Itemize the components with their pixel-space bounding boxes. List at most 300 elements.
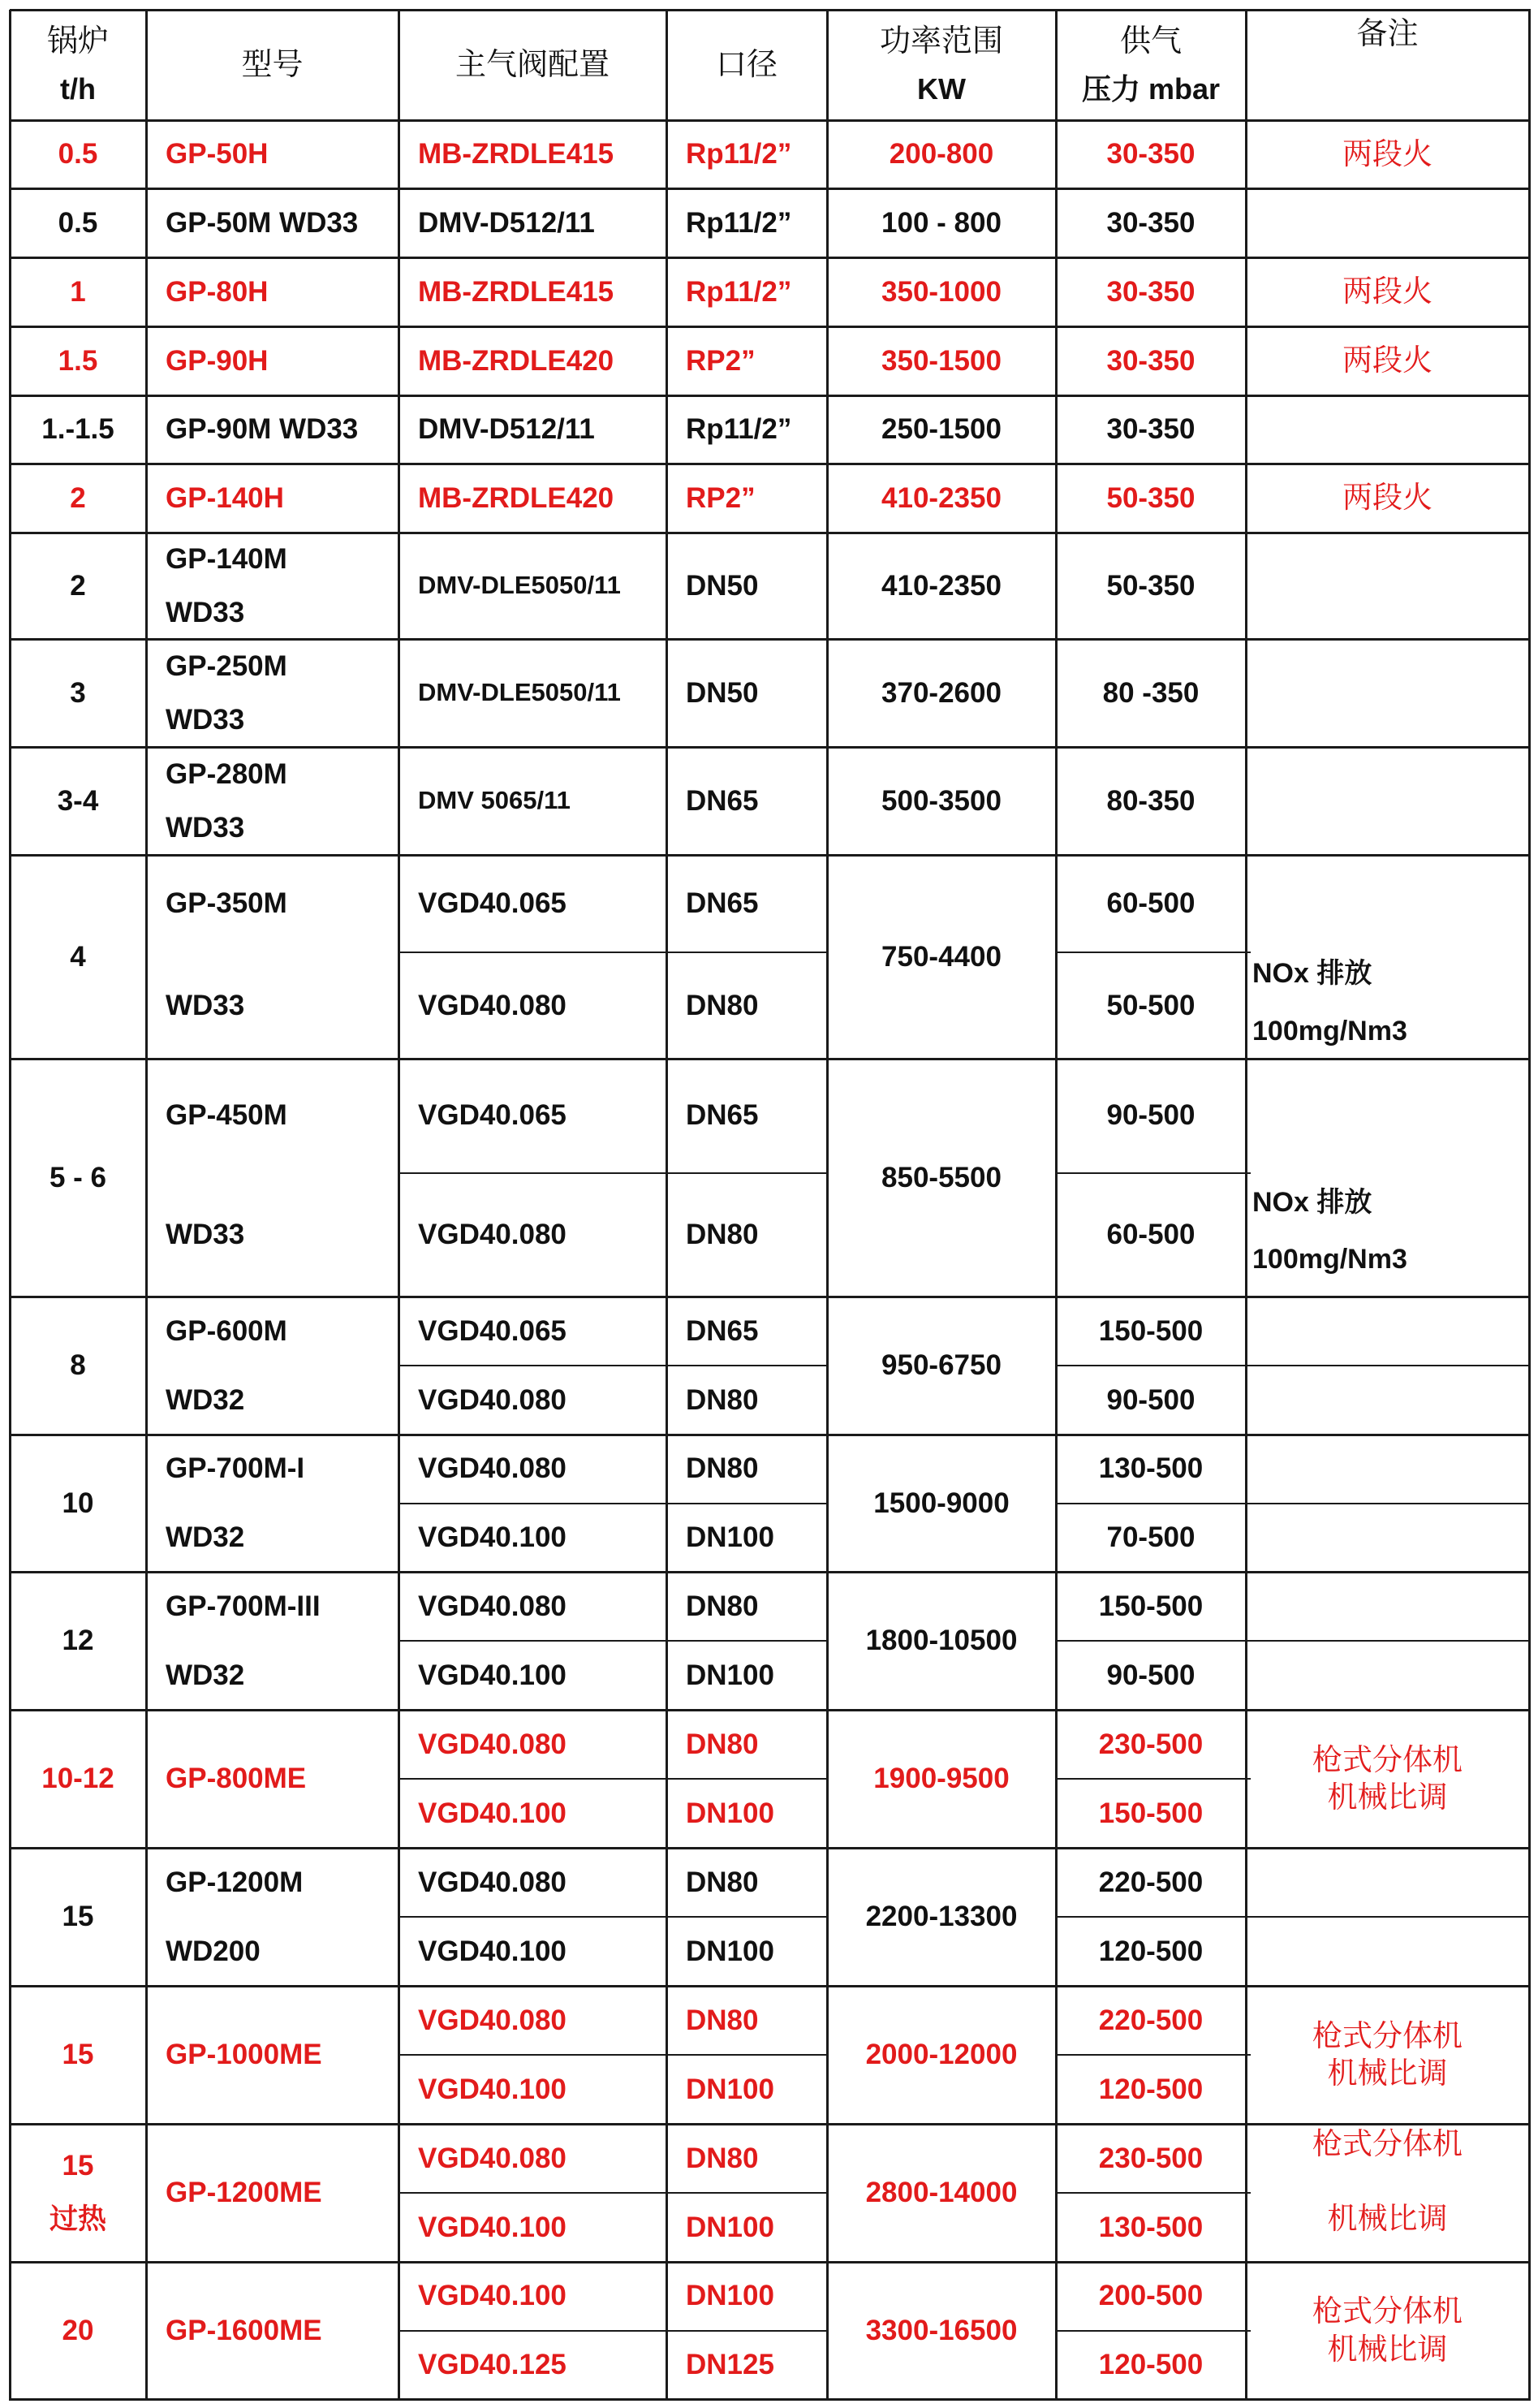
pressure-cell-line: 150-500 — [1098, 1314, 1204, 1347]
model-cell-line: GP-50H — [166, 138, 269, 170]
pressure-cell-line: 130-500 — [1098, 1452, 1204, 1485]
model-cell — [146, 1986, 399, 2124]
remark-cell-line: 机械比调 — [1327, 1780, 1448, 1815]
boiler-cell — [10, 1435, 146, 1572]
row-separator — [10, 463, 1531, 465]
valve-cell-line: VGD40.065 — [418, 887, 567, 920]
header-model-line: 型号 — [241, 48, 304, 82]
power-cell-line: 1900-9500 — [873, 1763, 1010, 1795]
diameter-cell — [666, 2124, 827, 2193]
remark-cell-line: 100mg/Nm3 — [1252, 1015, 1407, 1046]
column-separator — [145, 10, 148, 2401]
diameter-cell-line: DN65 — [686, 1314, 759, 1347]
diameter-cell-line: DN80 — [686, 2004, 759, 2036]
pressure-cell — [1056, 855, 1246, 952]
header-pressure-line: 压力 mbar — [1081, 72, 1221, 106]
model-cell — [146, 1297, 399, 1366]
boiler-cell — [10, 1059, 146, 1297]
pressure-cell-line: 30-350 — [1106, 138, 1196, 170]
row-separator — [10, 1985, 1531, 1987]
diameter-cell — [666, 1435, 827, 1504]
valve-cell-line: VGD40.065 — [418, 1099, 567, 1132]
remark-cell-line: NOx 排放 — [1252, 1186, 1372, 1218]
power-cell — [827, 2124, 1056, 2262]
model-cell — [146, 1059, 399, 1173]
power-cell — [827, 1986, 1056, 2124]
pressure-cell — [1056, 1848, 1246, 1917]
pressure-cell — [1056, 2124, 1246, 2193]
model-cell-line: GP-1200M — [166, 1866, 304, 1898]
remark-cell-line: 两段火 — [1342, 274, 1432, 309]
power-cell — [827, 639, 1056, 747]
valve-cell — [399, 1572, 666, 1641]
boiler-cell — [10, 2124, 146, 2262]
pressure-cell-line: 30-350 — [1106, 275, 1196, 308]
pressure-cell — [1056, 533, 1246, 639]
diameter-cell-line: DN100 — [686, 1935, 774, 1967]
pressure-cell — [1056, 1173, 1246, 1297]
pressure-cell-line: 120-500 — [1098, 2073, 1204, 2105]
valve-cell — [399, 2055, 666, 2124]
power-cell — [827, 464, 1056, 533]
valve-cell-line: VGD40.100 — [418, 2280, 567, 2312]
header-boiler-line: t/h — [60, 72, 96, 106]
valve-cell — [399, 1641, 666, 1710]
model-cell-line: GP-700M-III — [166, 1590, 321, 1622]
pressure-cell-line: 70-500 — [1106, 1521, 1196, 1553]
valve-cell-line: MB-ZRDLE420 — [418, 481, 614, 514]
power-cell-line: 350-1000 — [881, 275, 1002, 308]
valve-cell — [399, 2262, 666, 2331]
power-cell — [827, 395, 1056, 464]
boiler-cell — [10, 1848, 146, 1986]
model-cell — [146, 326, 399, 395]
model-cell — [146, 1848, 399, 1917]
boiler-cell — [10, 395, 146, 464]
boiler-cell — [10, 1572, 146, 1710]
model-cell-line: GP-250M — [166, 649, 287, 682]
remark-cell-line: NOx 排放 — [1252, 958, 1372, 990]
model-cell — [146, 464, 399, 533]
model-cell-line: GP-600M — [166, 1314, 287, 1347]
remark-cell — [1233, 1166, 1529, 1297]
diameter-cell — [666, 188, 827, 257]
remark-cell — [1246, 2124, 1529, 2262]
model-cell — [146, 855, 399, 952]
row-separator — [10, 1058, 1531, 1060]
diameter-cell-line: DN100 — [686, 2211, 774, 2243]
valve-cell-line: VGD40.100 — [418, 1521, 567, 1553]
valve-cell-line: DMV-D512/11 — [418, 206, 595, 239]
model-cell-line: WD33 — [166, 811, 245, 844]
diameter-cell — [666, 464, 827, 533]
diameter-cell — [666, 2262, 827, 2331]
diameter-cell — [666, 1059, 827, 1173]
row-separator — [10, 2398, 1531, 2401]
model-cell-line: GP-140H — [166, 481, 284, 514]
pressure-cell — [1056, 747, 1246, 855]
boiler-cell — [10, 855, 146, 1059]
boiler-cell-line: 4 — [70, 940, 86, 973]
diameter-cell-line: RP2” — [686, 344, 756, 377]
diameter-cell — [666, 2331, 827, 2400]
remark-cell — [1246, 326, 1529, 395]
pressure-cell — [1056, 1366, 1246, 1435]
valve-cell-line: VGD40.080 — [418, 1866, 567, 1898]
boiler-cell — [10, 326, 146, 395]
boiler-cell-line: 过热 — [49, 2203, 106, 2235]
column-separator — [826, 10, 829, 2401]
row-separator — [10, 188, 1531, 190]
diameter-cell — [666, 1917, 827, 1986]
row-separator — [10, 1571, 1531, 1573]
remark-cell — [1246, 120, 1529, 188]
pressure-cell — [1056, 188, 1246, 257]
row-separator — [10, 257, 1531, 259]
remark-cell — [1246, 257, 1529, 326]
valve-cell-line: DMV-D512/11 — [418, 413, 595, 446]
diameter-cell-line: DN80 — [686, 989, 759, 1021]
model-cell — [146, 2124, 399, 2262]
boiler-cell — [10, 1710, 146, 1848]
model-cell-line: WD32 — [166, 1521, 245, 1553]
valve-cell-line: VGD40.100 — [418, 2211, 567, 2243]
power-cell — [827, 1059, 1056, 1297]
model-cell — [146, 1173, 399, 1297]
model-cell-line: WD33 — [166, 989, 245, 1021]
remark-cell-line: 枪式分体机 — [1312, 2294, 1463, 2329]
valve-cell-line: VGD40.080 — [418, 2142, 567, 2174]
diameter-cell-line: DN80 — [686, 1452, 759, 1485]
valve-cell — [399, 1173, 666, 1297]
pressure-cell — [1056, 1779, 1246, 1848]
header-diameter-line: 口径 — [715, 48, 778, 82]
valve-cell — [399, 395, 666, 464]
boiler-cell-line: 0.5 — [58, 138, 98, 170]
diameter-cell — [666, 639, 827, 747]
diameter-cell — [666, 1848, 827, 1917]
valve-cell — [399, 1779, 666, 1848]
valve-cell-line: MB-ZRDLE415 — [418, 138, 614, 170]
header-pressure — [1056, 10, 1246, 120]
diameter-cell — [666, 1504, 827, 1573]
valve-cell — [399, 188, 666, 257]
row-separator — [10, 638, 1531, 641]
pressure-cell — [1056, 1917, 1246, 1986]
boiler-cell-line: 1.5 — [58, 344, 98, 377]
power-cell-line: 950-6750 — [881, 1349, 1002, 1382]
valve-cell-line: VGD40.080 — [418, 1383, 567, 1416]
valve-cell-line: VGD40.065 — [418, 1314, 567, 1347]
pressure-cell — [1056, 1710, 1246, 1779]
valve-cell-line: VGD40.080 — [418, 2004, 567, 2036]
boiler-cell — [10, 1297, 146, 1435]
model-cell — [146, 639, 399, 747]
pressure-cell-line: 50-350 — [1106, 481, 1196, 514]
boiler-cell — [10, 533, 146, 639]
model-cell — [146, 257, 399, 326]
valve-cell — [399, 952, 666, 1059]
remark-cell-line: 枪式分体机 — [1312, 1741, 1463, 1777]
valve-cell — [399, 1504, 666, 1573]
diameter-cell — [666, 257, 827, 326]
remark-cell-line: 机械比调 — [1327, 2201, 1448, 2237]
diameter-cell — [666, 1710, 827, 1779]
model-cell — [146, 1710, 399, 1848]
valve-cell-line: DMV-DLE5050/11 — [418, 678, 621, 707]
valve-cell-line: VGD40.080 — [418, 989, 567, 1021]
remark-cell-line: 两段火 — [1342, 136, 1432, 171]
boiler-cell-line: 8 — [70, 1349, 86, 1382]
pressure-cell-line: 120-500 — [1098, 2348, 1204, 2380]
valve-cell — [399, 1848, 666, 1917]
pressure-cell — [1056, 2262, 1246, 2331]
valve-cell-line: VGD40.100 — [418, 1935, 567, 1967]
model-cell-line: WD32 — [166, 1383, 245, 1416]
diameter-cell-line: DN125 — [686, 2348, 774, 2380]
sub-row-separator — [1246, 1916, 1529, 1918]
model-cell-line: GP-700M-I — [166, 1452, 305, 1485]
power-cell-line: 350-1500 — [881, 344, 1002, 377]
boiler-cell — [10, 2262, 146, 2399]
sub-row-separator — [1056, 2330, 1251, 2332]
sub-row-separator — [1246, 1640, 1529, 1642]
header-model — [146, 10, 399, 120]
boiler-cell-line: 15 — [62, 2150, 94, 2182]
diameter-cell — [666, 1366, 827, 1435]
diameter-cell — [666, 1572, 827, 1641]
sub-row-separator — [399, 2330, 827, 2332]
pressure-cell — [1056, 1059, 1246, 1173]
power-cell-line: 2800-14000 — [865, 2177, 1018, 2209]
diameter-cell — [666, 747, 827, 855]
model-cell — [146, 120, 399, 188]
pressure-cell-line: 80 -350 — [1102, 676, 1200, 709]
pressure-cell-line: 90-500 — [1106, 1099, 1196, 1132]
model-cell-line: GP-280M — [166, 757, 287, 790]
pressure-cell — [1056, 120, 1246, 188]
sub-row-separator — [399, 1916, 827, 1918]
remark-cell-line: 两段火 — [1342, 343, 1432, 378]
row-separator — [10, 326, 1531, 328]
diameter-cell — [666, 395, 827, 464]
power-cell — [827, 533, 1056, 639]
diameter-cell — [666, 120, 827, 188]
boiler-cell-line: 2 — [70, 481, 86, 514]
valve-cell — [399, 1710, 666, 1779]
boiler-cell — [10, 639, 146, 747]
diameter-cell-line: DN80 — [686, 1590, 759, 1622]
pressure-cell — [1056, 395, 1246, 464]
row-separator — [10, 1847, 1531, 1849]
sub-row-separator — [1056, 2192, 1251, 2194]
diameter-cell — [666, 1641, 827, 1710]
sub-row-separator — [1056, 952, 1251, 953]
diameter-cell — [666, 2055, 827, 2124]
remark-cell — [1246, 1710, 1529, 1848]
header-boiler — [10, 10, 146, 120]
model-cell-line: GP-450M — [166, 1099, 287, 1132]
pressure-cell-line: 90-500 — [1106, 1383, 1196, 1416]
model-cell-line: GP-350M — [166, 887, 287, 920]
valve-cell — [399, 257, 666, 326]
pressure-cell-line: 60-500 — [1106, 887, 1196, 920]
valve-cell — [399, 2124, 666, 2193]
pressure-cell-line: 130-500 — [1098, 2211, 1204, 2243]
column-separator — [1055, 10, 1058, 2401]
sub-row-separator — [399, 1778, 827, 1780]
row-separator — [10, 1296, 1531, 1298]
diameter-cell-line: DN100 — [686, 1797, 774, 1829]
row-separator — [10, 395, 1531, 397]
pressure-cell-line: 60-500 — [1106, 1218, 1196, 1250]
header-diameter — [666, 10, 827, 120]
diameter-cell-line: DN50 — [686, 569, 759, 602]
model-cell-line: WD33 — [166, 1218, 245, 1250]
diameter-cell-line: RP2” — [686, 481, 756, 514]
power-cell-line: 250-1500 — [881, 413, 1002, 446]
valve-cell-line: VGD40.080 — [418, 1218, 567, 1250]
valve-cell — [399, 1297, 666, 1366]
row-separator — [10, 746, 1531, 749]
model-cell — [146, 1917, 399, 1986]
row-separator — [10, 532, 1531, 534]
valve-cell-line: MB-ZRDLE420 — [418, 344, 614, 377]
model-cell — [146, 747, 399, 855]
pressure-cell — [1056, 464, 1246, 533]
power-cell-line: 2200-13300 — [865, 1901, 1018, 1933]
pressure-cell — [1056, 952, 1246, 1059]
power-cell — [827, 855, 1056, 1059]
model-cell-line: GP-1600ME — [166, 2314, 322, 2346]
boiler-cell — [10, 1986, 146, 2124]
remark-cell-line: 100mg/Nm3 — [1252, 1244, 1407, 1275]
boiler-cell-line: 10-12 — [41, 1763, 114, 1795]
valve-cell — [399, 639, 666, 747]
diameter-cell-line: DN50 — [686, 676, 759, 709]
model-cell-line: GP-50M WD33 — [166, 206, 359, 239]
boiler-cell — [10, 464, 146, 533]
boiler-cell-line: 15 — [62, 2039, 94, 2071]
model-cell-line: GP-80H — [166, 275, 269, 308]
pressure-cell — [1056, 2055, 1246, 2124]
pressure-cell-line: 230-500 — [1098, 2142, 1204, 2174]
model-cell-line: WD32 — [166, 1659, 245, 1691]
power-cell — [827, 1297, 1056, 1435]
remark-cell — [1246, 2262, 1529, 2399]
diameter-cell-line: DN100 — [686, 2073, 774, 2105]
pressure-cell — [1056, 1986, 1246, 2055]
pressure-cell-line: 80-350 — [1106, 784, 1196, 817]
sub-row-separator — [399, 1640, 827, 1642]
model-cell — [146, 1366, 399, 1435]
diameter-cell — [666, 952, 827, 1059]
pressure-cell-line: 220-500 — [1098, 2004, 1204, 2036]
valve-cell — [399, 1059, 666, 1173]
row-separator — [10, 1709, 1531, 1711]
power-cell — [827, 120, 1056, 188]
power-cell — [827, 1572, 1056, 1710]
diameter-cell-line: Rp11/2” — [686, 275, 792, 308]
boiler-cell-line: 10 — [62, 1487, 94, 1519]
sub-row-separator — [399, 1503, 827, 1504]
model-cell — [146, 188, 399, 257]
model-cell — [146, 533, 399, 639]
power-cell — [827, 1848, 1056, 1986]
model-cell — [146, 395, 399, 464]
pressure-cell-line: 30-350 — [1106, 413, 1196, 446]
row-separator — [10, 2261, 1531, 2263]
pressure-cell — [1056, 2331, 1246, 2400]
remark-cell-line: 枪式分体机 — [1312, 2017, 1463, 2053]
header-boiler-line: 锅炉 — [46, 24, 109, 58]
power-cell-line: 1800-10500 — [865, 1625, 1018, 1657]
diameter-cell-line: Rp11/2” — [686, 206, 792, 239]
diameter-cell-line: DN100 — [686, 1521, 774, 1553]
model-cell — [146, 1504, 399, 1573]
valve-cell — [399, 533, 666, 639]
valve-cell — [399, 2331, 666, 2400]
power-cell — [827, 257, 1056, 326]
remark-cell — [1246, 464, 1529, 533]
remark-cell-line: 枪式分体机 — [1312, 2126, 1463, 2161]
pressure-cell-line: 50-350 — [1106, 569, 1196, 602]
header-valve-line: 主气阀配置 — [455, 48, 610, 82]
diameter-cell-line: DN80 — [686, 1866, 759, 1898]
power-cell-line: 1500-9000 — [873, 1487, 1010, 1519]
valve-cell — [399, 1435, 666, 1504]
power-cell — [827, 1710, 1056, 1848]
model-cell-line: GP-1000ME — [166, 2039, 322, 2071]
sub-row-separator — [399, 2054, 827, 2056]
model-cell-line: WD33 — [166, 596, 245, 628]
valve-cell-line: VGD40.100 — [418, 1659, 567, 1691]
diameter-cell — [666, 533, 827, 639]
table-left-border — [9, 10, 11, 2401]
column-separator — [1245, 10, 1247, 2401]
power-cell-line: 410-2350 — [881, 481, 1002, 514]
valve-cell-line: VGD40.100 — [418, 1797, 567, 1829]
sub-row-separator — [1056, 1172, 1251, 1174]
table-top-border — [10, 9, 1531, 11]
column-separator — [666, 10, 668, 2401]
valve-cell-line: VGD40.125 — [418, 2348, 567, 2380]
power-cell-line: 200-800 — [889, 138, 994, 170]
power-cell-line: 410-2350 — [881, 569, 1002, 602]
sub-row-separator — [399, 952, 827, 953]
power-cell — [827, 747, 1056, 855]
boiler-cell-line: 12 — [62, 1625, 94, 1657]
valve-cell-line: VGD40.080 — [418, 1590, 567, 1622]
diameter-cell-line: Rp11/2” — [686, 138, 792, 170]
power-cell-line: 500-3500 — [881, 784, 1002, 817]
header-power-line: KW — [917, 72, 966, 106]
valve-cell — [399, 1366, 666, 1435]
diameter-cell — [666, 1986, 827, 2055]
pressure-cell-line: 120-500 — [1098, 1935, 1204, 1967]
row-separator — [10, 2123, 1531, 2125]
diameter-cell-line: DN65 — [686, 887, 759, 920]
pressure-cell-line: 30-350 — [1106, 344, 1196, 377]
boiler-cell-line: 3 — [70, 676, 86, 709]
valve-cell — [399, 747, 666, 855]
pressure-cell — [1056, 257, 1246, 326]
header-power-line: 功率范围 — [879, 24, 1003, 58]
diameter-cell — [666, 855, 827, 952]
diameter-cell — [666, 1297, 827, 1366]
boiler-cell-line: 1.-1.5 — [41, 413, 114, 446]
pressure-cell — [1056, 326, 1246, 395]
